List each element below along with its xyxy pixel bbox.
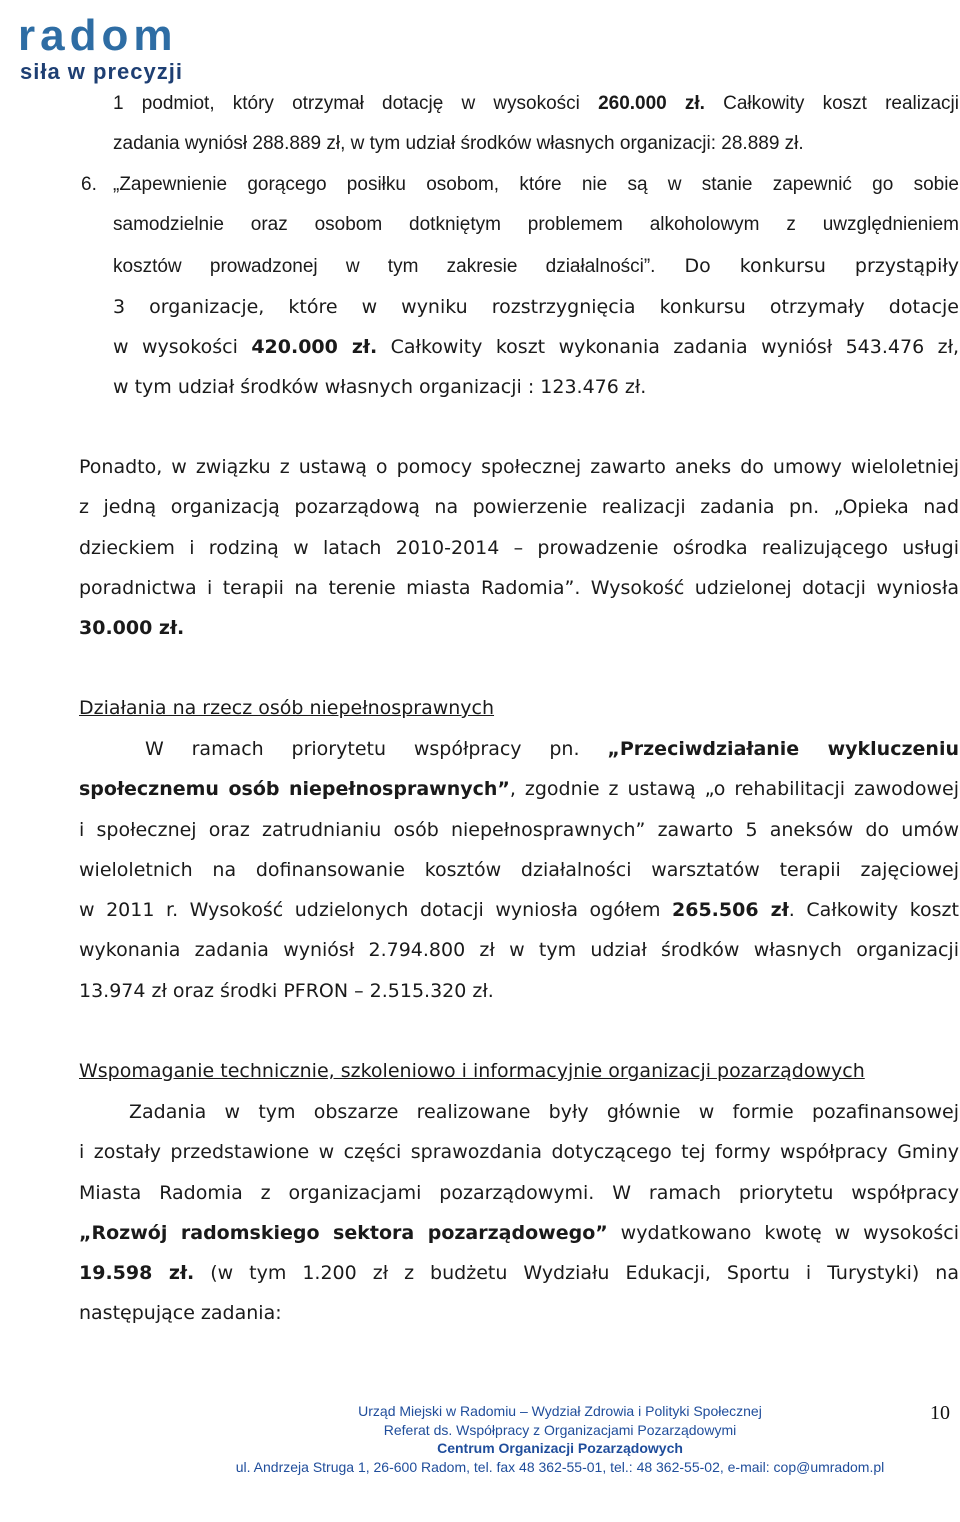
disabled-line: wykonania zadania wyniósł 2.794.800 zł w tym udział środków własnych organizacji bbox=[79, 939, 959, 962]
annex-line: dzieckiem i rodziną w latach 2010-2014 – prowadzenie ośrodka realizującego usługi bbox=[79, 536, 959, 559]
support-line: Zadania w tym obszarze realizowane były głównie w formie pozafinansowej bbox=[129, 1101, 959, 1123]
item-5-amount: 260.000 zł. bbox=[598, 93, 705, 114]
item-5-paragraph bbox=[113, 84, 959, 165]
section-heading-support: Wspomaganie technicznie, szkoleniowo i informacyjnie organizacji pozarządowych bbox=[79, 1060, 865, 1082]
priority-name: społecznemu osób niepełnosprawnych” bbox=[79, 778, 510, 801]
item-6-paragraph: 6. „Zapewnienie gorącego posiłku osobom, które nie są w stanie zapewnić go sobie samodzielnie oraz osobom dotkniętym problemem alkoholowym z uwzględnieniem kosztów prowadzonej w tym zakresie działalności”. Do konkursu przystąpiły 3 organizacje, które w wyniku rozstrzygnięcia konkursu otrzymały dotacje w wysokości 420.000 zł. Całkowity koszt wykonania zadania wyniósł 543.476 zł, w tym udział środków własnych organizacji : 123.476 zł. bbox=[113, 165, 959, 408]
annex-amount: 30.000 zł. bbox=[79, 617, 185, 640]
logo-wordmark: radom bbox=[18, 11, 178, 60]
disabled-amount: 265.506 zł bbox=[672, 899, 789, 922]
page-number: 10 bbox=[930, 1402, 950, 1424]
item-6-marker: 6. bbox=[81, 174, 97, 195]
footer-office: Urząd Miejski w Radomiu – Wydział Zdrowia i Polityki Społecznej bbox=[358, 1403, 762, 1419]
item-6-line: 3 organizacje, które w wyniku rozstrzygnięcia konkursu otrzymały dotacje bbox=[113, 295, 959, 318]
footer-address: ul. Andrzeja Struga 1, 26-600 Radom, tel. fax 48 362-55-01, tel.: 48 362-55-02, e-mail: cop@umradom.pl bbox=[235, 1458, 885, 1475]
section-heading-disabled: Działania na rzecz osób niepełnosprawnych bbox=[79, 697, 495, 719]
support-line: następujące zadania: bbox=[79, 1302, 282, 1325]
page-footer bbox=[200, 1402, 920, 1476]
item-6-line: samodzielnie oraz osobom dotkniętym problemem alkoholowym z uwzględnieniem bbox=[113, 214, 959, 236]
annex-line: z jedną organizacją pozarządową na powierzenie realizacji zadania pn. „Opieka nad bbox=[79, 496, 959, 519]
item-5-line: zadania wyniósł 288.889 zł, w tym udział środków własnych organizacji: 28.889 zł. bbox=[113, 133, 804, 155]
disabled-line: i społecznej oraz zatrudnianiu osób niepełnosprawnych” zawarto 5 aneksów do umów bbox=[79, 818, 959, 841]
disabled-paragraph: W ramach priorytetu współpracy pn. „Przeciwdziałanie wykluczeniu społecznemu osób niepełnosprawnych”, zgodnie z ustawą „o rehabilitacji zawodowej i społecznej oraz zatrudnianiu osób niepełnosprawnych” zawarto 5 aneksów do umów wieloletnich na dofinansowanie kosztów działalności warsztatów terapii zajęciowej w 2011 r. Wysokość udzielonych dotacji wyniosła ogółem 265.506 zł. Całkowity koszt wykonania zadania wyniósł 2.794.800 zł w tym udział środków własnych organizacji 13.974 zł oraz środki PFRON – 2.515.320 zł. bbox=[79, 729, 959, 1011]
support-line: i zostały przedstawione w części sprawozdania dotyczącego tej formy współpracy Gminy bbox=[79, 1141, 959, 1164]
annex-line: Ponadto, w związku z ustawą o pomocy społecznej zawarto aneks do umowy wieloletniej bbox=[79, 456, 959, 478]
support-line: Miasta Radomia z organizacjami pozarządowymi. W ramach priorytetu współpracy bbox=[79, 1181, 959, 1204]
annex-paragraph bbox=[79, 447, 959, 648]
logo-tagline: siła w precyzji bbox=[20, 59, 183, 84]
priority-name: „Przeciwdziałanie wykluczeniu bbox=[607, 738, 959, 760]
annex-line: poradnictwa i terapii na terenie miasta Radomia”. Wysokość udzielonej dotacji wyniosła bbox=[79, 576, 959, 599]
footer-department: Referat ds. Współpracy z Organizacjami Pozarządowymi bbox=[383, 1421, 737, 1438]
item-6-line: w tym udział środków własnych organizacji : 123.476 zł. bbox=[113, 376, 647, 399]
footer-centre: Centrum Organizacji Pozarządowych bbox=[437, 1440, 683, 1456]
radom-logo bbox=[18, 11, 218, 86]
disabled-line: 13.974 zł oraz środki PFRON – 2.515.320 zł. bbox=[79, 979, 494, 1002]
disabled-line: wieloletnich na dofinansowanie kosztów działalności warsztatów terapii zajęciowej bbox=[79, 858, 959, 881]
support-amount: 19.598 zł. bbox=[79, 1262, 195, 1285]
item-6-amount: 420.000 zł. bbox=[251, 336, 378, 359]
item-5-line: 1 podmiot, który otrzymał dotację w wysokości 260.000 zł. Całkowity koszt realizacji bbox=[113, 93, 959, 114]
item-6-line: „Zapewnienie gorącego posiłku osobom, które nie są w stanie zapewnić go sobie bbox=[113, 174, 959, 195]
support-paragraph: Zadania w tym obszarze realizowane były głównie w formie pozafinansowej i zostały przedstawione w części sprawozdania dotyczącego tej formy współpracy Gminy Miasta Radomia z organizacjami pozarządowymi. W ramach priorytetu współpracy „Rozwój radomskiego sektora pozarządowego” wydatkowano kwotę w wysokości 19.598 zł. (w tym 1.200 zł z budżetu Wydziału Edukacji, Sportu i Turystyki) na następujące zadania: bbox=[79, 1092, 959, 1334]
priority-name: „Rozwój radomskiego sektora pozarządowego” bbox=[79, 1221, 608, 1244]
